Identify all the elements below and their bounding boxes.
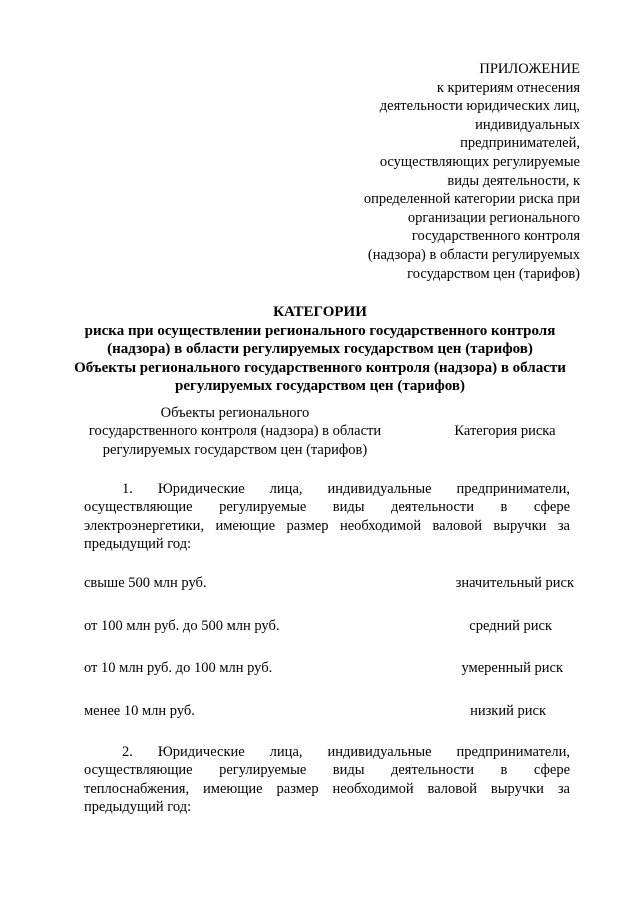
risk-category: низкий риск	[470, 703, 546, 719]
appendix-title: ПРИЛОЖЕНИЕ	[479, 61, 580, 77]
title-subtitle-line: регулируемых государством цен (тарифов)	[175, 378, 465, 394]
paragraph-line: 1. Юридические лица, индивидуальные предприниматели,	[122, 481, 570, 497]
column-header-line: государственного контроля (надзора) в области	[88, 423, 382, 440]
appendix-line: государственного контроля	[411, 228, 580, 245]
appendix-line: виды деятельности, к	[447, 172, 580, 189]
risk-category: умеренный риск	[461, 660, 563, 676]
appendix-line: к критериям отнесения	[436, 79, 580, 96]
column-header-line: Категория риска	[454, 423, 556, 439]
paragraph-line: предыдущий год:	[84, 536, 192, 553]
paragraph-line: осуществляющие регулируемые виды деятельности в сфере	[84, 499, 570, 516]
appendix-line: осуществляющих регулируемые	[379, 153, 580, 170]
title-subtitle-line: Объекты регионального государственного контроля (надзора) в области	[74, 359, 566, 376]
paragraph-line: осуществляющие регулируемые виды деятельности в сфере	[84, 762, 570, 779]
appendix-line: (надзора) в области регулируемых	[367, 246, 580, 263]
risk-category: средний риск	[469, 618, 552, 634]
title-heading: КАТЕГОРИИ	[273, 304, 367, 320]
title-subtitle-line: (надзора) в области регулируемых государством цен (тарифов)	[107, 341, 533, 357]
revenue-threshold: свыше 500 млн руб.	[84, 575, 207, 591]
column-header-line: Объекты регионального	[160, 405, 310, 421]
document-title	[60, 303, 580, 396]
section-2-paragraph	[84, 743, 570, 817]
appendix-line: определенной категории риска при	[363, 191, 580, 208]
risk-category: значительный риск	[455, 575, 574, 591]
title-subtitle-line: риска при осуществлении регионального государственного контроля	[84, 322, 556, 339]
paragraph-line: теплоснабжения, имеющие размер необходимой валовой выручки за	[84, 780, 570, 797]
appendix-line: государством цен (тарифов)	[407, 265, 580, 282]
section-1-paragraph	[84, 480, 570, 554]
appendix-header	[280, 60, 580, 283]
paragraph-line: предыдущий год:	[84, 799, 192, 816]
column-header-category	[430, 422, 580, 440]
revenue-threshold: менее 10 млн руб.	[84, 703, 195, 719]
revenue-threshold: от 100 млн руб. до 500 млн руб.	[84, 618, 280, 634]
column-header-line: регулируемых государством цен (тарифов)	[102, 441, 368, 458]
paragraph-line: 2. Юридические лица, индивидуальные предприниматели,	[122, 744, 570, 760]
paragraph-line: электроэнергетики, имеющие размер необходимой валовой выручки за	[84, 517, 570, 534]
appendix-line: деятельности юридических лиц,	[379, 98, 580, 115]
appendix-line: предпринимателей,	[460, 135, 580, 152]
appendix-line: индивидуальных	[475, 116, 580, 133]
column-header-objects	[80, 404, 390, 459]
appendix-line: организации регионального	[407, 209, 580, 226]
revenue-threshold: от 10 млн руб. до 100 млн руб.	[84, 660, 273, 676]
